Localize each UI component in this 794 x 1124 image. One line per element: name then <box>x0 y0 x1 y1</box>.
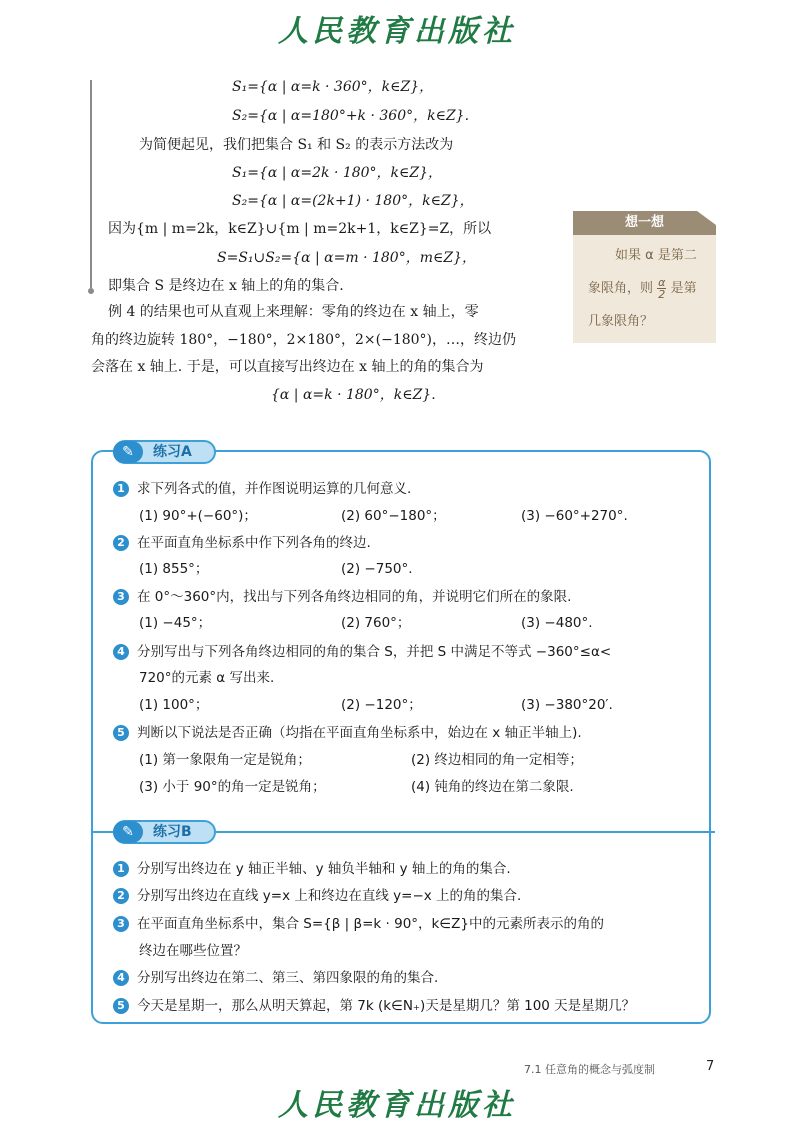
number-3-icon: 3 <box>113 916 129 932</box>
body-paragraph: 会落在 x 轴上. 于是，可以直接写出终边在 x 轴上的角的集合为 <box>91 359 484 375</box>
sidebar-text-part: 象限角，则 <box>588 281 654 296</box>
exercise-b-tag: 练习B <box>113 820 216 844</box>
question-text-cont: 720°的元素 α 写出来. <box>139 670 275 686</box>
number-2-icon: 2 <box>113 888 129 904</box>
body-paragraph: 因为{m | m=2k，k∈Z}∪{m | m=2k+1，k∈Z}=Z，所以 <box>108 221 492 237</box>
answer-option: (3) −60°+270°. <box>521 508 628 524</box>
sidebar-text: 如果 α 是第二 <box>615 248 697 263</box>
question-text: 在 0°～360°内，找出与下列各角终边相同的角，并说明它们所在的象限. <box>137 589 572 605</box>
answer-option: (1) 第一象限角一定是锐角； <box>139 752 311 768</box>
question-text: 今天是星期一，那么从明天算起，第 7k (k∈N₊)天是星期几？第 100 天是星期几？ <box>137 998 636 1014</box>
answer-option: (3) −480°. <box>521 615 593 631</box>
answer-option: (3) 小于 90°的角一定是锐角； <box>139 779 326 795</box>
exercise-a-q3 <box>113 587 571 607</box>
exercise-b-q3 <box>113 914 604 934</box>
fraction-denominator: 2 <box>658 288 666 301</box>
exercise-b-q4 <box>113 968 438 988</box>
number-5-icon: 5 <box>113 725 129 741</box>
page-number: 7 <box>706 1059 715 1074</box>
formula-x-axis: {α | α=k · 180°，k∈Z}. <box>271 387 436 403</box>
exercise-a-q5 <box>113 723 582 743</box>
margin-bar <box>90 80 92 288</box>
number-4-icon: 4 <box>113 644 129 660</box>
body-paragraph: 例 4 的结果也可从直观上来理解：零角的终边在 x 轴上，零 <box>108 304 479 320</box>
formula-s-union: S=S₁∪S₂={α | α=m · 180°，m∈Z}， <box>217 250 476 266</box>
answer-option: (1) −45°； <box>139 615 212 631</box>
answer-option: (2) −120°； <box>341 697 422 713</box>
question-text: 判断以下说法是否正确（均指在平面直角坐标系中，始边在 x 轴正半轴上). <box>137 725 582 741</box>
number-1-icon: 1 <box>113 861 129 877</box>
answer-option: (2) 760°； <box>341 615 411 631</box>
footer-section-title: 7.1 任意角的概念与弧度制 <box>524 1063 655 1076</box>
pencil-icon: ✎ <box>113 821 143 843</box>
exercise-b-q2 <box>113 886 521 906</box>
sidebar-text <box>588 277 697 300</box>
exercise-a-q4 <box>113 642 611 662</box>
sidebar-text: 几象限角？ <box>588 314 654 329</box>
question-text-cont: 终边在哪些位置？ <box>139 943 247 959</box>
body-paragraph: 即集合 S 是终边在 x 轴上的角的集合. <box>108 278 344 294</box>
publisher-logo-bottom: 人民教育出版社 <box>278 1088 516 1123</box>
body-paragraph: 角的终边旋转 180°，−180°，2×180°，2×(−180°)，…，终边仍 <box>91 332 516 348</box>
margin-bar-dot <box>88 288 94 294</box>
question-text: 在平面直角坐标系中作下列各角的终边. <box>137 535 371 551</box>
question-text: 分别写出终边在直线 y=x 上和终边在直线 y=−x 上的角的集合. <box>137 888 522 904</box>
sidebar-text-part: 是第 <box>670 281 697 296</box>
body-paragraph: 为简便起见，我们把集合 S₁ 和 S₂ 的表示方法改为 <box>139 137 454 153</box>
question-text: 分别写出与下列各角终边相同的角的集合 S，并把 S 中满足不等式 −360°≤α< <box>137 644 612 660</box>
number-4-icon: 4 <box>113 970 129 986</box>
fraction-alpha-over-2 <box>657 277 666 300</box>
question-text: 在平面直角坐标系中，集合 S={β | β=k · 90°，k∈Z}中的元素所表示的角的 <box>137 916 604 932</box>
answer-option: (2) 60°−180°； <box>341 508 446 524</box>
question-text: 求下列各式的值，并作图说明运算的几何意义. <box>137 481 412 497</box>
answer-option: (4) 钝角的终边在第二象限. <box>411 779 574 795</box>
exercise-b-q5 <box>113 996 635 1016</box>
formula-s2-alt: S₂={α | α=(2k+1) · 180°，k∈Z}， <box>232 193 474 209</box>
answer-option: (1) 855°； <box>139 561 209 577</box>
question-text: 分别写出终边在 y 轴正半轴、y 轴负半轴和 y 轴上的角的集合. <box>137 861 511 877</box>
answer-option: (1) 90°+(−60°)； <box>139 508 257 524</box>
answer-option: (2) 终边相同的角一定相等； <box>411 752 583 768</box>
number-5-icon: 5 <box>113 998 129 1014</box>
formula-s2: S₂={α | α=180°+k · 360°，k∈Z}. <box>232 108 470 124</box>
formula-s1: S₁={α | α=k · 360°，k∈Z}， <box>232 79 434 95</box>
formula-s1-alt: S₁={α | α=2k · 180°，k∈Z}， <box>232 165 443 181</box>
fraction-numerator: α <box>658 276 666 289</box>
exercise-a-q2 <box>113 533 371 553</box>
number-2-icon: 2 <box>113 535 129 551</box>
think-sidebar-title: 想一想 <box>573 211 716 235</box>
answer-option: (2) −750°. <box>341 561 413 577</box>
pencil-icon: ✎ <box>113 441 143 463</box>
exercise-a-tag: 练习A <box>113 440 216 464</box>
number-3-icon: 3 <box>113 589 129 605</box>
exercise-b-q1 <box>113 859 511 879</box>
exercise-a-q1 <box>113 479 411 499</box>
answer-option: (3) −380°20′. <box>521 697 613 713</box>
publisher-logo-top: 人民教育出版社 <box>278 14 516 49</box>
question-text: 分别写出终边在第二、第三、第四象限的角的集合. <box>137 970 439 986</box>
sidebar-fold-corner <box>697 211 716 225</box>
answer-option: (1) 100°； <box>139 697 209 713</box>
number-1-icon: 1 <box>113 481 129 497</box>
